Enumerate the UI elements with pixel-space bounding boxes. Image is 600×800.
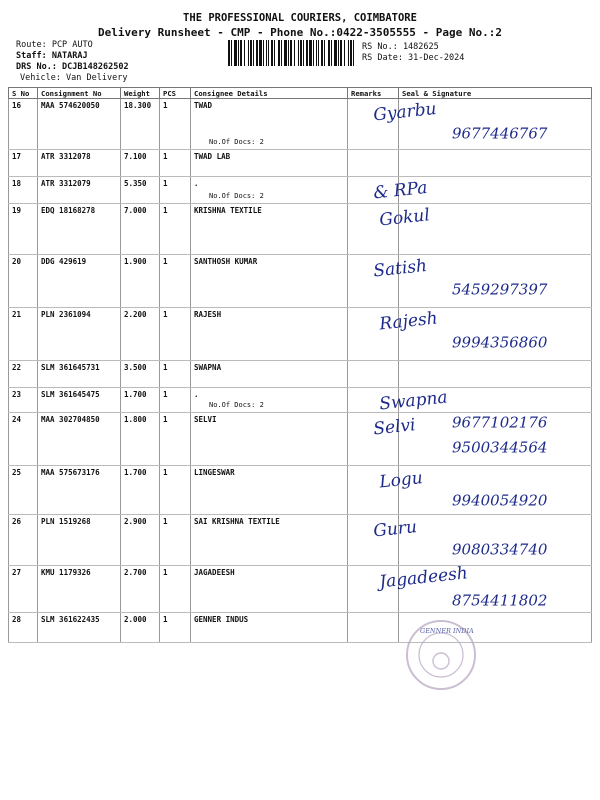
cell-weight — [121, 177, 160, 204]
cell-sno — [9, 388, 38, 413]
barcode-bar — [334, 40, 337, 66]
cell-weight — [121, 150, 160, 177]
signature: & RPa — [372, 177, 429, 204]
cell-consignee — [191, 99, 348, 150]
cell-weight-text: 2.700 — [124, 568, 147, 577]
cell-sno-text: 27 — [12, 568, 22, 577]
barcode-bar — [321, 40, 323, 66]
cell-sno-text: 21 — [12, 310, 22, 319]
cell-sno-text: 22 — [12, 363, 22, 372]
cell-sno — [9, 466, 38, 515]
barcode-bar — [263, 40, 264, 66]
cell-consignment-no-text: DDG 429619 — [41, 257, 87, 266]
cell-pcs — [160, 150, 191, 177]
cell-signature — [399, 566, 592, 613]
cell-consignee-text: . — [194, 390, 199, 399]
cell-consignment-no — [38, 361, 121, 388]
handwritten-phone: 9940054920 — [452, 491, 548, 510]
cell-weight — [121, 204, 160, 255]
table-row — [9, 388, 592, 413]
cell-consignment-no — [38, 388, 121, 413]
cell-consignee-text: SAI KRISHNA TEXTILE — [194, 517, 280, 526]
cell-pcs — [160, 204, 191, 255]
cell-weight-text: 7.000 — [124, 206, 147, 215]
cell-remarks — [348, 255, 399, 308]
barcode-bar — [298, 40, 299, 66]
cell-pcs — [160, 308, 191, 361]
rs-date: RS Date: 31-Dec-2024 — [362, 53, 465, 63]
cell-signature — [399, 204, 592, 255]
barcode-bar — [248, 40, 249, 66]
cell-consignment-no-text: MAA 574620050 — [41, 101, 100, 110]
cell-consignment-no-text: SLM 361645731 — [41, 363, 100, 372]
table-row — [9, 613, 592, 643]
cell-sno-text: 25 — [12, 468, 22, 477]
cell-consignee — [191, 388, 348, 413]
cell-pcs-text: 1 — [163, 568, 168, 577]
cell-weight — [121, 308, 160, 361]
cell-consignment-no — [38, 413, 121, 466]
cell-weight — [121, 255, 160, 308]
cell-consignee-text: KRISHNA TEXTILE — [194, 206, 262, 215]
handwritten-phone: 8754411802 — [452, 591, 548, 610]
cell-sno — [9, 177, 38, 204]
cell-sno — [9, 613, 38, 643]
barcode-bar — [271, 40, 273, 66]
cell-weight-text: 3.500 — [124, 363, 147, 372]
barcode-bar — [300, 40, 302, 66]
cell-sno — [9, 361, 38, 388]
cell-consignee-text: JAGADEESH — [194, 568, 235, 577]
cell-consignee — [191, 308, 348, 361]
cell-pcs — [160, 413, 191, 466]
cell-sno-text: 16 — [12, 101, 22, 110]
cell-weight-text: 1.900 — [124, 257, 147, 266]
cell-remarks — [348, 150, 399, 177]
col-sno: S No — [9, 88, 38, 99]
table-row — [9, 99, 592, 150]
signature: Logu — [378, 468, 424, 493]
table-row — [9, 255, 592, 308]
cell-weight-text: 5.350 — [124, 179, 147, 188]
cell-pcs — [160, 466, 191, 515]
company-title: THE PROFESSIONAL COURIERS, COIMBATORE — [183, 12, 417, 24]
barcode-bar — [250, 40, 252, 66]
cell-weight — [121, 566, 160, 613]
cell-sno — [9, 413, 38, 466]
cell-consignee-text: TWAD LAB — [194, 152, 231, 161]
cell-consignee — [191, 177, 348, 204]
cell-remarks — [348, 566, 399, 613]
barcode-bar — [238, 40, 239, 66]
cell-pcs — [160, 361, 191, 388]
cell-pcs — [160, 613, 191, 643]
barcode-bar — [303, 40, 304, 66]
cell-remarks — [348, 99, 399, 150]
cell-consignee-text: RAJESH — [194, 310, 222, 319]
barcode-bar — [256, 40, 258, 66]
signature: Gokul — [378, 205, 431, 231]
barcode-bar — [313, 40, 314, 66]
cell-pcs — [160, 388, 191, 413]
cell-pcs-text: 1 — [163, 257, 168, 266]
cell-remarks — [348, 177, 399, 204]
cell-consignee — [191, 466, 348, 515]
cell-sno — [9, 308, 38, 361]
cell-consignment-no — [38, 150, 121, 177]
cell-consignment-no — [38, 177, 121, 204]
cell-weight — [121, 99, 160, 150]
rs-number: RS No.: 1482625 — [362, 42, 439, 52]
table-row — [9, 150, 592, 177]
signature: Guru — [372, 517, 418, 542]
handwritten-phone: 5459297397 — [452, 280, 548, 299]
cell-weight-text: 1.700 — [124, 390, 147, 399]
barcode-bar — [234, 40, 237, 66]
cell-remarks — [348, 388, 399, 413]
cell-signature — [399, 150, 592, 177]
cell-weight — [121, 466, 160, 515]
cell-remarks — [348, 515, 399, 566]
cell-consignment-no — [38, 308, 121, 361]
no-of-docs: No.Of Docs: 2 — [209, 138, 264, 146]
signature: Rajesh — [378, 308, 439, 335]
barcode-bar — [274, 40, 275, 66]
cell-consignment-no-text: PLN 2361094 — [41, 310, 91, 319]
barcode-bar — [318, 40, 319, 66]
cell-weight — [121, 388, 160, 413]
cell-pcs-text: 1 — [163, 415, 168, 424]
cell-consignee-text: TWAD — [194, 101, 213, 110]
cell-remarks — [348, 466, 399, 515]
barcode-bar — [309, 40, 312, 66]
cell-remarks — [348, 204, 399, 255]
barcode-bar — [231, 40, 232, 66]
table-row — [9, 466, 592, 515]
runsheet-table — [8, 87, 592, 643]
cell-weight-text: 1.700 — [124, 468, 147, 477]
table-row — [9, 177, 592, 204]
cell-signature — [399, 177, 592, 204]
cell-sno-text: 26 — [12, 517, 22, 526]
cell-consignment-no-text: ATR 3312078 — [41, 152, 91, 161]
barcode-bar — [253, 40, 254, 66]
barcode-bar — [240, 40, 242, 66]
cell-signature — [399, 99, 592, 150]
barcode-bar — [350, 40, 352, 66]
cell-consignee — [191, 361, 348, 388]
drs-label: DRS No.: DCJB148262502 — [16, 62, 129, 72]
cell-weight-text: 2.200 — [124, 310, 147, 319]
barcode-bar — [259, 40, 262, 66]
cell-pcs-text: 1 — [163, 152, 168, 161]
cell-consignment-no — [38, 515, 121, 566]
table-row — [9, 566, 592, 613]
barcode-bar — [316, 40, 317, 66]
handwritten-phone: 9677102176 — [452, 413, 548, 432]
cell-consignment-no-text: ATR 3312079 — [41, 179, 91, 188]
cell-sno-text: 24 — [12, 415, 22, 424]
cell-consignment-no-text: SLM 361622435 — [41, 615, 100, 624]
cell-consignment-no-text: MAA 575673176 — [41, 468, 100, 477]
cell-pcs-text: 1 — [163, 390, 168, 399]
cell-consignee — [191, 413, 348, 466]
cell-pcs-text: 1 — [163, 206, 168, 215]
cell-signature — [399, 388, 592, 413]
signature: Jagadeesh — [378, 563, 469, 593]
cell-consignee-text: SELVI — [194, 415, 217, 424]
signature: Selvi — [372, 415, 417, 440]
cell-pcs-text: 1 — [163, 363, 168, 372]
cell-pcs — [160, 566, 191, 613]
barcode-bar — [340, 40, 342, 66]
table-row — [9, 308, 592, 361]
handwritten-phone: 9994356860 — [452, 333, 548, 352]
cell-pcs — [160, 99, 191, 150]
cell-consignee — [191, 204, 348, 255]
barcode-bar — [228, 40, 230, 66]
cell-consignee-text: SANTHOSH KUMAR — [194, 257, 258, 266]
cell-pcs-text: 1 — [163, 468, 168, 477]
cell-sno — [9, 515, 38, 566]
cell-pcs — [160, 515, 191, 566]
cell-sno-text: 19 — [12, 206, 22, 215]
signature: Swapna — [378, 387, 449, 415]
col-consignment: Consignment No — [38, 88, 121, 99]
cell-consignment-no — [38, 566, 121, 613]
cell-signature — [399, 361, 592, 388]
barcode-bar — [338, 40, 339, 66]
cell-sno — [9, 566, 38, 613]
no-of-docs: No.Of Docs: 2 — [209, 401, 264, 409]
cell-consignee — [191, 566, 348, 613]
handwritten-phone: 9500344564 — [452, 438, 548, 457]
barcode-bar — [344, 40, 345, 66]
barcode-bar — [290, 40, 292, 66]
cell-consignment-no-text: PLN 1519268 — [41, 517, 91, 526]
cell-consignment-no-text: SLM 361645475 — [41, 390, 100, 399]
cell-pcs-text: 1 — [163, 101, 168, 110]
cell-consignee — [191, 613, 348, 643]
cell-remarks — [348, 308, 399, 361]
cell-sno-text: 28 — [12, 615, 22, 624]
barcode-bar — [268, 40, 269, 66]
cell-weight — [121, 413, 160, 466]
vehicle-label: Vehicle: Van Delivery — [20, 73, 128, 83]
table-header-row — [9, 88, 592, 99]
col-weight: Weight — [121, 88, 160, 99]
cell-sno-text: 20 — [12, 257, 22, 266]
handwritten-phone: 9080334740 — [452, 540, 548, 559]
cell-consignee-text: . — [194, 179, 199, 188]
cell-weight — [121, 613, 160, 643]
cell-weight — [121, 515, 160, 566]
cell-consignee — [191, 515, 348, 566]
cell-consignee-text: GENNER INDUS — [194, 615, 249, 624]
cell-weight-text: 2.900 — [124, 517, 147, 526]
cell-sno — [9, 99, 38, 150]
cell-sno — [9, 204, 38, 255]
cell-consignee — [191, 150, 348, 177]
cell-remarks — [348, 361, 399, 388]
col-remarks: Remarks — [348, 88, 399, 99]
handwritten-phone: 9677446767 — [452, 124, 548, 143]
barcode-bar — [294, 40, 295, 66]
barcode-bar — [278, 40, 280, 66]
barcode-bar — [348, 40, 349, 66]
barcode-bar — [244, 40, 245, 66]
stamp-text: GENNER INDIA — [420, 627, 474, 635]
barcode-bar — [288, 40, 289, 66]
barcode-bar — [306, 40, 308, 66]
barcode-bar — [284, 40, 287, 66]
cell-pcs — [160, 255, 191, 308]
staff-label: Staff: NATARAJ — [16, 51, 88, 61]
cell-consignment-no-text: KMU 1179326 — [41, 568, 91, 577]
cell-pcs-text: 1 — [163, 517, 168, 526]
cell-pcs-text: 1 — [163, 615, 168, 624]
cell-signature — [399, 515, 592, 566]
barcode-bar — [353, 40, 354, 66]
col-consignee: Consignee Details — [191, 88, 348, 99]
cell-signature — [399, 613, 592, 643]
cell-consignee — [191, 255, 348, 308]
cell-pcs-text: 1 — [163, 310, 168, 319]
barcode-bar — [324, 40, 325, 66]
cell-consignee-text: SWAPNA — [194, 363, 222, 372]
cell-consignment-no — [38, 255, 121, 308]
runsheet-title: Delivery Runsheet - CMP - Phone No.:0422-3505555 - Page No.:2 — [98, 26, 502, 39]
table-row — [9, 361, 592, 388]
no-of-docs: No.Of Docs: 2 — [209, 192, 264, 200]
cell-weight — [121, 361, 160, 388]
barcode-bar — [281, 40, 282, 66]
cell-consignment-no — [38, 613, 121, 643]
table-row — [9, 413, 592, 466]
cell-weight-text: 2.000 — [124, 615, 147, 624]
cell-sno-text: 17 — [12, 152, 22, 161]
col-pcs: PCS — [160, 88, 191, 99]
cell-weight-text: 7.100 — [124, 152, 147, 161]
table-row — [9, 204, 592, 255]
cell-sno-text: 23 — [12, 390, 22, 399]
cell-pcs-text: 1 — [163, 179, 168, 188]
cell-consignment-no — [38, 99, 121, 150]
cell-weight-text: 1.800 — [124, 415, 147, 424]
barcode-bar — [331, 40, 332, 66]
cell-signature — [399, 255, 592, 308]
cell-consignment-no-text: EDQ 18168278 — [41, 206, 96, 215]
cell-signature — [399, 466, 592, 515]
cell-sno — [9, 255, 38, 308]
cell-remarks — [348, 613, 399, 643]
barcode-bar — [328, 40, 330, 66]
cell-remarks — [348, 413, 399, 466]
barcode — [228, 40, 356, 66]
col-signature: Seal & Signature — [399, 88, 592, 99]
barcode-bar — [266, 40, 267, 66]
cell-sno-text: 18 — [12, 179, 22, 188]
cell-sno — [9, 150, 38, 177]
table-row — [9, 515, 592, 566]
cell-consignment-no — [38, 204, 121, 255]
cell-consignment-no — [38, 466, 121, 515]
cell-signature — [399, 413, 592, 466]
signature: Gyarbu — [372, 98, 438, 126]
route-label: Route: PCP AUTO — [16, 40, 93, 50]
cell-consignee-text: LINGESWAR — [194, 468, 235, 477]
cell-pcs — [160, 177, 191, 204]
cell-signature — [399, 308, 592, 361]
cell-weight-text: 18.300 — [124, 101, 152, 110]
cell-consignment-no-text: MAA 302704850 — [41, 415, 100, 424]
signature: Satish — [372, 255, 428, 282]
